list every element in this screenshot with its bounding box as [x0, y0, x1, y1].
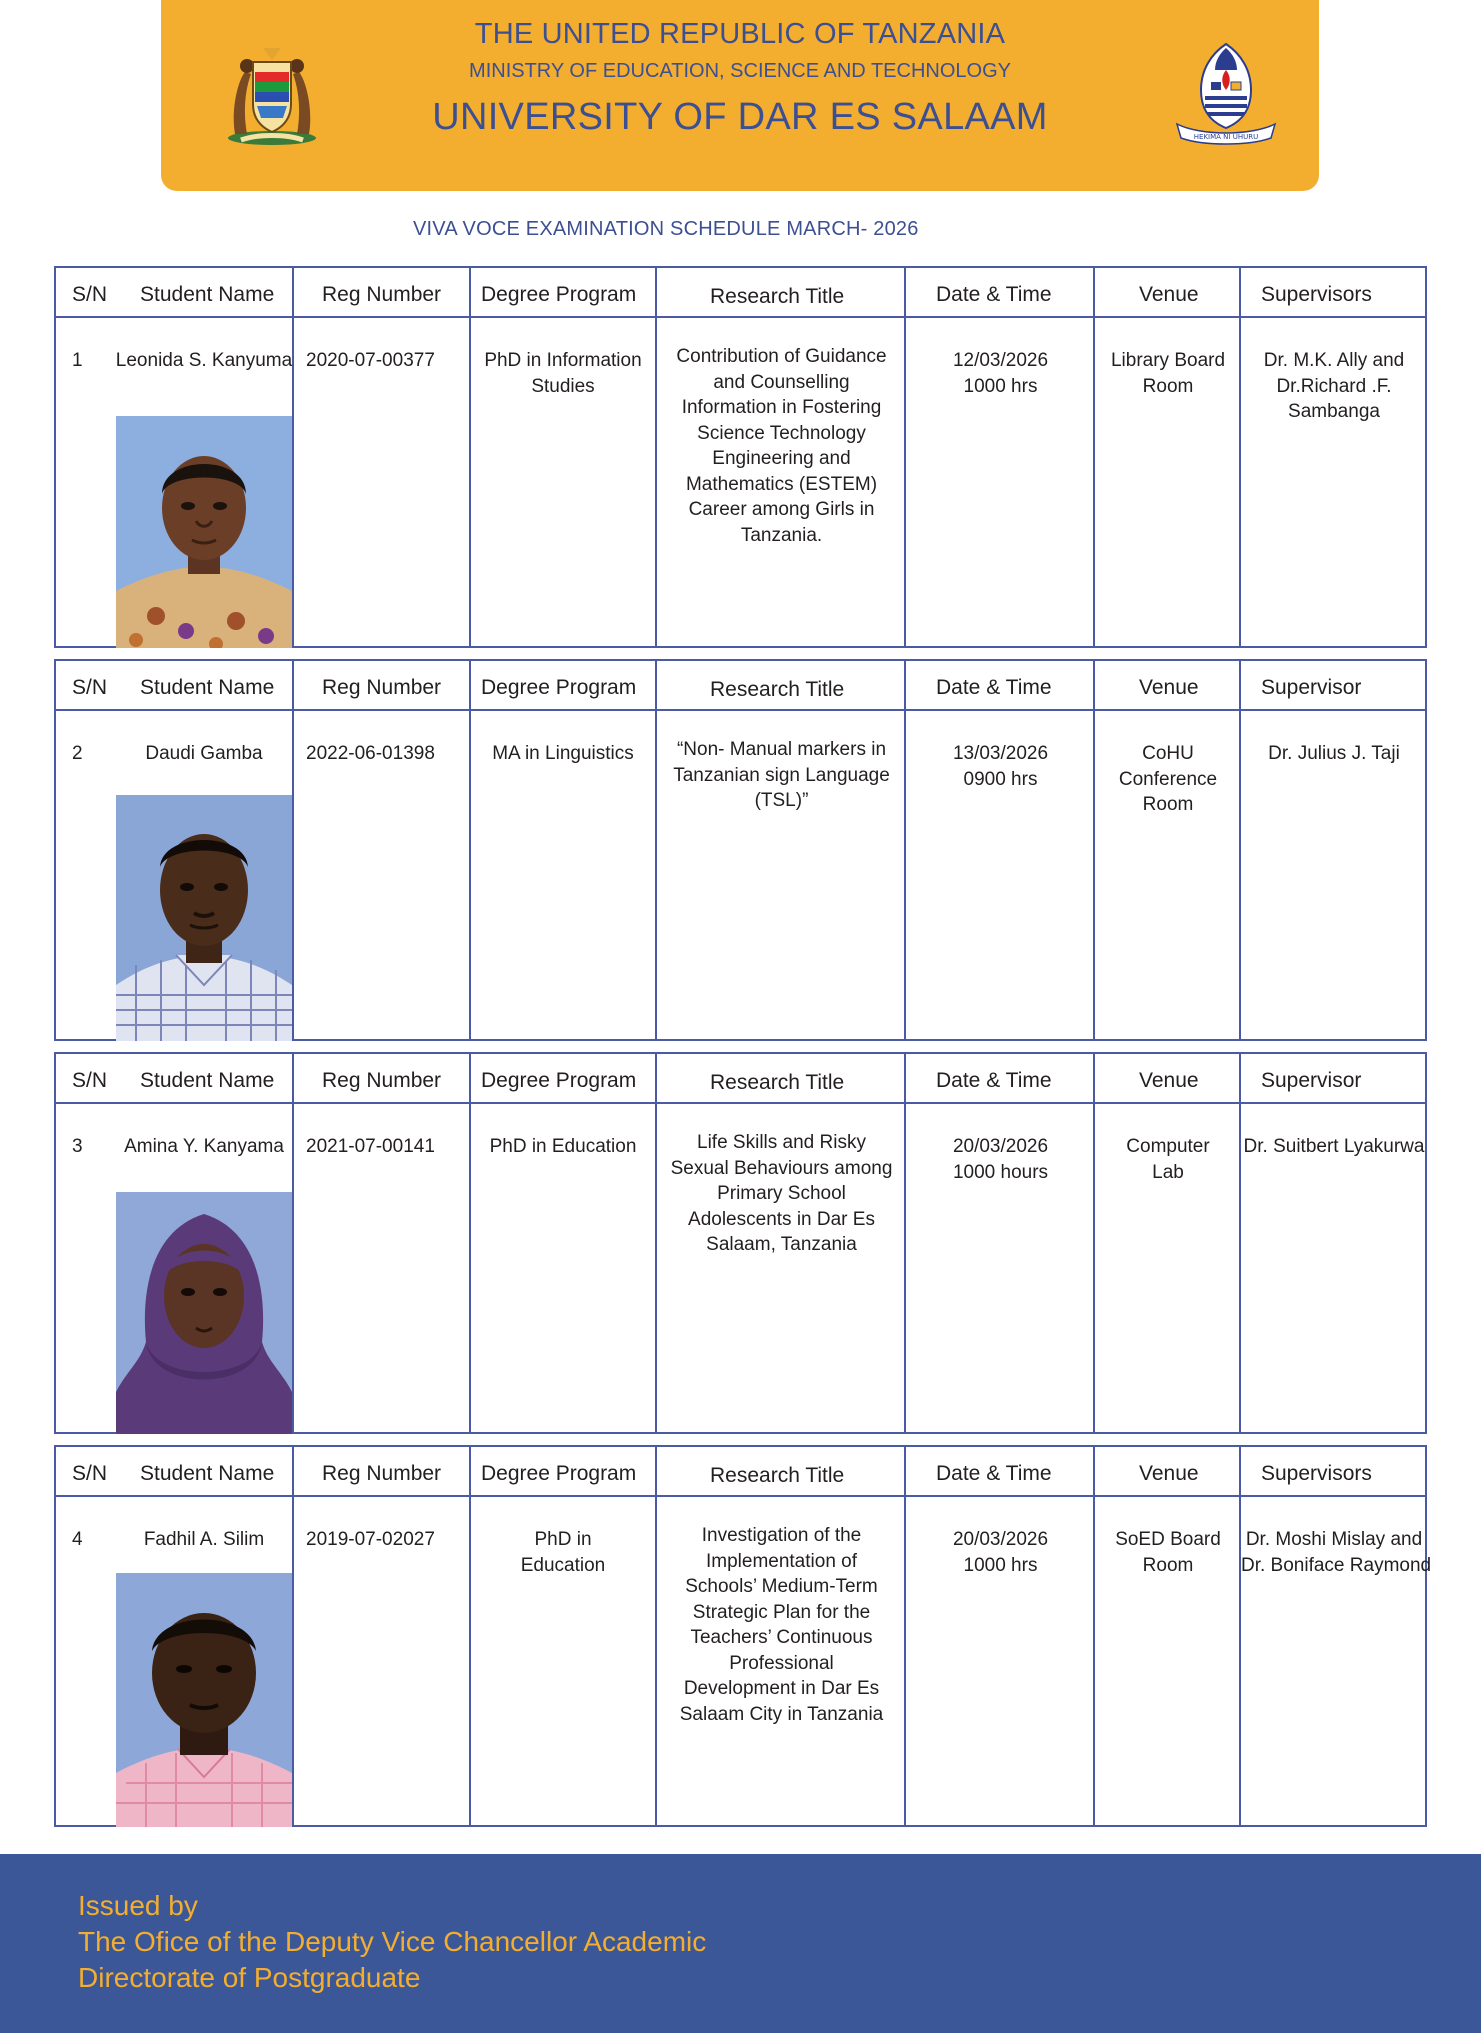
- header-supervisors: Supervisors: [1261, 1462, 1372, 1485]
- header-date-time: Date & Time: [936, 1069, 1052, 1092]
- date-time: 13/03/2026 0900 hrs: [952, 743, 1049, 790]
- student-photo: [116, 416, 292, 648]
- research-title: Contribution of Guidance and Counselling Information in Fostering Science Technology Engineering and Mathematics (ESTEM) Career among Girls in Tanzania.: [676, 346, 887, 546]
- degree-program: PhD in Information Studies: [484, 350, 642, 397]
- supervisors: Dr. Julius J. Taji: [1268, 743, 1400, 764]
- header-venue: Venue: [1139, 1462, 1199, 1485]
- schedule-record-3: [54, 1052, 1427, 1434]
- header-reg-number: Reg Number: [322, 676, 442, 699]
- sn-value: 4: [72, 1529, 83, 1550]
- header-venue: Venue: [1139, 1069, 1199, 1092]
- ministry-title: MINISTRY OF EDUCATION, SCIENCE AND TECHNOLOGY: [469, 60, 1011, 82]
- research-title: Life Skills and Risky Sexual Behaviours among Primary School Adolescents in Dar Es Salaam, Tanzania: [670, 1132, 893, 1255]
- sn-value: 1: [72, 350, 83, 371]
- schedule-record-2: [54, 659, 1427, 1041]
- header-supervisor: Supervisor: [1261, 676, 1362, 699]
- header-venue: Venue: [1139, 283, 1199, 306]
- supervisors: Dr. Suitbert Lyakurwa: [1243, 1136, 1425, 1157]
- supervisors: Dr. Moshi Mislay and Dr. Boniface Raymond: [1241, 1529, 1432, 1576]
- header-banner: [161, 0, 1319, 191]
- student-name: Leonida S. Kanyuma: [115, 350, 293, 371]
- header-research-title: Research Title: [710, 678, 845, 701]
- student-name: Amina Y. Kanyama: [124, 1136, 284, 1157]
- header-venue: Venue: [1139, 676, 1199, 699]
- header-research-title: Research Title: [710, 1464, 845, 1487]
- reg-number: 2022-06-01398: [306, 743, 435, 764]
- student-photo: [116, 1573, 292, 1827]
- student-photo: [116, 1192, 292, 1434]
- header-degree-program: Degree Program: [481, 1462, 637, 1485]
- header-degree-program: Degree Program: [481, 676, 637, 699]
- venue: Library Board Room: [1110, 350, 1226, 397]
- header-student-name: Student Name: [140, 283, 275, 306]
- venue: CoHU Conference Room: [1118, 743, 1218, 815]
- venue: Computer Lab: [1126, 1136, 1210, 1183]
- header-sn: S/N: [72, 1462, 108, 1485]
- degree-program: MA in Linguistics: [492, 743, 634, 764]
- date-time: 12/03/2026 1000 hrs: [952, 350, 1049, 397]
- header-degree-program: Degree Program: [481, 283, 637, 306]
- reg-number: 2021-07-00141: [306, 1136, 435, 1157]
- research-title: “Non- Manual markers in Tanzanian sign Language (TSL)”: [673, 739, 890, 811]
- date-time: 20/03/2026 1000 hours: [952, 1136, 1049, 1183]
- schedule-record-1: [54, 266, 1427, 648]
- reg-number: 2019-07-02027: [306, 1529, 435, 1550]
- header-student-name: Student Name: [140, 676, 275, 699]
- date-time: 20/03/2026 1000 hrs: [952, 1529, 1049, 1576]
- header-date-time: Date & Time: [936, 676, 1052, 699]
- header-student-name: Student Name: [140, 1462, 275, 1485]
- university-title: UNIVERSITY OF DAR ES SALAAM: [432, 96, 1048, 138]
- sn-value: 2: [72, 743, 83, 764]
- footer-directorate: Directorate of Postgraduate: [78, 1962, 421, 1993]
- footer-issuer: [0, 1854, 1481, 2033]
- uni-motto: HEKIMA NI UHURU: [1193, 133, 1259, 141]
- header-supervisors: Supervisors: [1261, 283, 1372, 306]
- header-sn: S/N: [72, 1069, 108, 1092]
- supervisors: Dr. M.K. Ally and Dr.Richard .F. Sambanga: [1263, 350, 1405, 422]
- student-photo: [116, 795, 292, 1041]
- header-student-name: Student Name: [140, 1069, 275, 1092]
- header-reg-number: Reg Number: [322, 1462, 442, 1485]
- schedule-record-4: [54, 1445, 1432, 1827]
- degree-program: PhD in Education: [489, 1136, 637, 1157]
- header-sn: S/N: [72, 283, 108, 306]
- country-title: THE UNITED REPUBLIC OF TANZANIA: [474, 18, 1006, 50]
- reg-number: 2020-07-00377: [306, 350, 435, 371]
- schedule-title: VIVA VOCE EXAMINATION SCHEDULE MARCH- 2026: [413, 218, 919, 240]
- student-name: Daudi Gamba: [145, 743, 263, 764]
- header-research-title: Research Title: [710, 1071, 845, 1094]
- footer-issued-by: Issued by: [78, 1890, 198, 1921]
- header-date-time: Date & Time: [936, 283, 1052, 306]
- header-reg-number: Reg Number: [322, 283, 442, 306]
- sn-value: 3: [72, 1136, 83, 1157]
- header-research-title: Research Title: [710, 285, 845, 308]
- header-date-time: Date & Time: [936, 1462, 1052, 1485]
- header-supervisor: Supervisor: [1261, 1069, 1362, 1092]
- venue: SoED Board Room: [1115, 1529, 1221, 1576]
- header-reg-number: Reg Number: [322, 1069, 442, 1092]
- header-sn: S/N: [72, 676, 108, 699]
- student-name: Fadhil A. Silim: [143, 1529, 265, 1550]
- degree-program: PhD in Education: [520, 1529, 606, 1576]
- footer-office: The Ofice of the Deputy Vice Chancellor Academic: [78, 1926, 707, 1957]
- research-title: Investigation of the Implementation of Schools’ Medium-Term Strategic Plan for the Teachers’ Continuous Professional Development in Dar Es Salaam City in Tanzania: [679, 1525, 884, 1725]
- udsm-logo-icon: [1171, 40, 1281, 148]
- header-degree-program: Degree Program: [481, 1069, 637, 1092]
